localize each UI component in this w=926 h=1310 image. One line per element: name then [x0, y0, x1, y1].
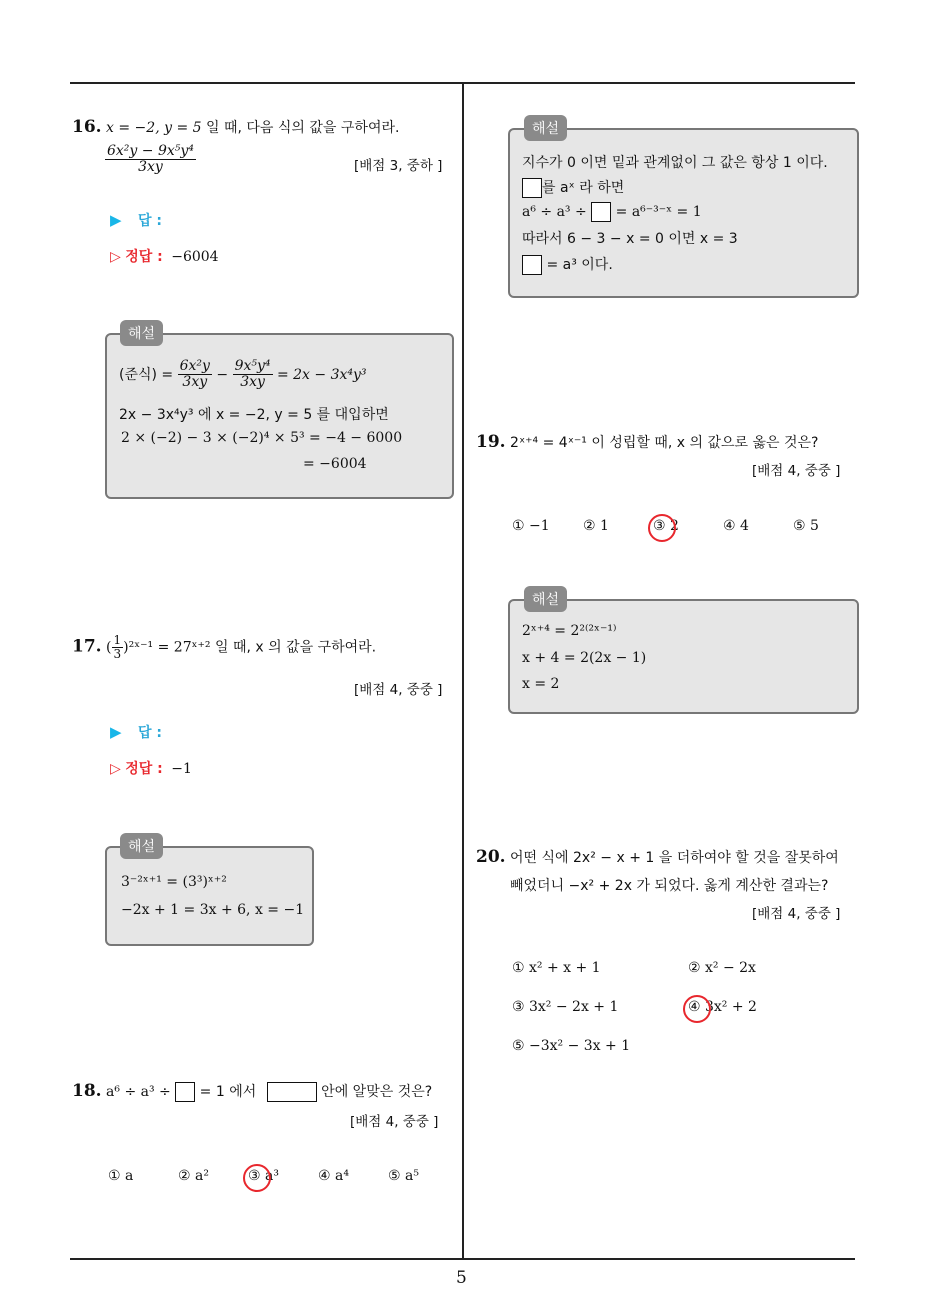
- solution-line: x = 2: [522, 676, 560, 692]
- choice-option[interactable]: ⑤ 5: [793, 518, 819, 534]
- correct-value: −1: [171, 761, 192, 777]
- solution-line: x + 4 = 2(2x − 1): [522, 650, 647, 666]
- solution-line: −2x + 1 = 3x + 6, x = −1: [121, 902, 305, 918]
- solution-line: 3⁻²ˣ⁺¹ = (3³)ˣ⁺²: [121, 874, 227, 890]
- solution-line: a⁶ ÷ a³ ÷: [522, 204, 587, 220]
- answer-blank-box: [522, 178, 542, 198]
- answer-blank-box-wide: [267, 1082, 317, 1102]
- solution-tag: 해설: [120, 833, 163, 859]
- answer-label: 답 :: [138, 725, 162, 741]
- choice-option[interactable]: ② a²: [178, 1168, 209, 1184]
- solution-result: = 2x − 3x⁴y³: [276, 366, 367, 383]
- answer-blank-box: [591, 202, 611, 222]
- choice-option[interactable]: ④ 4: [723, 518, 749, 534]
- minus-sign: −: [216, 366, 229, 383]
- solution-tag: 해설: [524, 115, 567, 141]
- question-19-grade: [배점 4, 중중 ]: [752, 463, 841, 479]
- question-text: 일 때, x 의 값을 구하여라.: [210, 639, 377, 656]
- question-20-grade: [배점 4, 중중 ]: [752, 906, 841, 922]
- bottom-rule: [70, 1258, 855, 1260]
- question-20: [476, 847, 839, 867]
- question-text: 일 때, 다음 식의 값을 구하여라.: [201, 120, 400, 136]
- choice-option[interactable]: ⑤ −3x² − 3x + 1: [512, 1038, 631, 1054]
- question-16-grade: [배점 3, 중하 ]: [354, 158, 443, 174]
- solution-line: 지수가 0 이면 밑과 관계없이 그 값은 항상 1 이다.: [522, 155, 828, 171]
- question-condition: x = −2, y = 5: [106, 120, 202, 136]
- question-17-correct-row: [110, 758, 192, 778]
- choice-option[interactable]: ① a: [108, 1168, 134, 1184]
- question-text: 2ˣ⁺⁴ = 4ˣ⁻¹ 이 성립할 때, x 의 값으로 옳은 것은?: [510, 435, 819, 451]
- solution-box-19: [508, 599, 859, 714]
- solution-line: 를 aˣ 라 하면: [542, 180, 625, 196]
- question-text: = 1 에서: [199, 1084, 257, 1100]
- selected-circle-mark: [683, 995, 711, 1023]
- question-expression: )²ˣ⁻¹ = 27ˣ⁺²: [123, 639, 211, 656]
- solution-tag: 해설: [120, 320, 163, 346]
- fraction-numerator: 6x²y: [179, 358, 210, 374]
- answer-label: 답 :: [138, 213, 162, 229]
- choice-option[interactable]: ① x² + x + 1: [512, 960, 601, 976]
- solution-line: = a³ 이다.: [546, 257, 613, 273]
- correct-label: 정답 :: [125, 761, 163, 777]
- choice-option-selected[interactable]: ③ a³: [248, 1168, 279, 1184]
- question-number: 18.: [72, 1081, 102, 1101]
- solution-box-16: [105, 333, 454, 499]
- choice-option[interactable]: ④ a⁴: [318, 1168, 349, 1184]
- question-17: [72, 634, 376, 661]
- page-number: 5: [456, 1268, 467, 1288]
- correct-value: −6004: [171, 249, 219, 265]
- choice-option[interactable]: ② 1: [583, 518, 609, 534]
- question-number: 20.: [476, 847, 506, 867]
- question-text: 빼었더니 −x² + 2x 가 되었다. 옳게 계산한 결과는?: [510, 878, 829, 894]
- question-16: [72, 117, 457, 137]
- question-17-answer-row[interactable]: [110, 722, 162, 742]
- question-18-grade: [배점 4, 중중 ]: [350, 1114, 439, 1130]
- choice-option[interactable]: ① −1: [512, 518, 550, 534]
- choice-option[interactable]: ⑤ a⁵: [388, 1168, 419, 1184]
- question-number: 19.: [476, 432, 506, 452]
- fraction-numerator: 1: [113, 633, 122, 647]
- question-expression: a⁶ ÷ a³ ÷: [106, 1084, 171, 1100]
- answer-arrow-icon: ▶: [110, 723, 122, 741]
- question-number: 17.: [72, 636, 102, 657]
- selected-circle-mark: [648, 514, 676, 542]
- answer-blank-box: [522, 255, 542, 275]
- answer-arrow-icon: ▶: [110, 211, 122, 229]
- question-19: [476, 432, 819, 452]
- question-17-grade: [배점 4, 중중 ]: [354, 682, 443, 698]
- fraction-numerator: 6x²y − 9x⁵y⁴: [107, 143, 194, 159]
- paren-open: (: [106, 639, 112, 656]
- fraction-denominator: 3xy: [240, 374, 265, 391]
- correct-label: 정답 :: [125, 249, 163, 265]
- solution-line: = −6004: [303, 456, 367, 472]
- choice-option-selected[interactable]: ④ 3x² + 2: [688, 999, 757, 1015]
- fraction-denominator: 3xy: [182, 374, 208, 391]
- choice-option-selected[interactable]: ③ 2: [653, 518, 679, 534]
- solution-line: 2x − 3x⁴y³ 에 x = −2, y = 5 를 대입하면: [119, 407, 389, 423]
- question-text: 안에 알맞은 것은?: [321, 1084, 433, 1100]
- choice-option[interactable]: ② x² − 2x: [688, 960, 756, 976]
- answer-blank-box: [175, 1082, 195, 1102]
- question-text: 어떤 식에 2x² − x + 1 을 더하여야 할 것을 잘못하여: [510, 850, 839, 866]
- fraction-denominator: 3xy: [138, 159, 163, 176]
- solution-tag: 해설: [524, 586, 567, 612]
- correct-triangle-icon: ▷: [110, 249, 121, 265]
- solution-line: 따라서 6 − 3 − x = 0 이면 x = 3: [522, 231, 738, 247]
- question-16-answer-row[interactable]: [110, 210, 162, 230]
- question-16-expression: [105, 144, 196, 176]
- solution-box-18: [508, 128, 859, 298]
- question-number: 16.: [72, 117, 102, 137]
- solution-line: 2ˣ⁺⁴ = 2²⁽²ˣ⁻¹⁾: [522, 623, 617, 639]
- question-16-correct-row: [110, 246, 219, 266]
- fraction-numerator: 9x⁵y⁴: [234, 358, 271, 374]
- column-divider: [462, 83, 464, 1259]
- solution-line: = a⁶⁻³⁻ˣ = 1: [615, 204, 702, 220]
- fraction-denominator: 3: [113, 647, 122, 662]
- correct-triangle-icon: ▷: [110, 761, 121, 777]
- choice-option[interactable]: ③ 3x² − 2x + 1: [512, 999, 619, 1015]
- solution-box-17: [105, 846, 314, 946]
- solution-line: 2 × (−2) − 3 × (−2)⁴ × 5³ = −4 − 6000: [121, 430, 403, 446]
- solution-prefix: (준식) =: [119, 366, 174, 383]
- question-18: [72, 1081, 432, 1102]
- selected-circle-mark: [243, 1164, 271, 1192]
